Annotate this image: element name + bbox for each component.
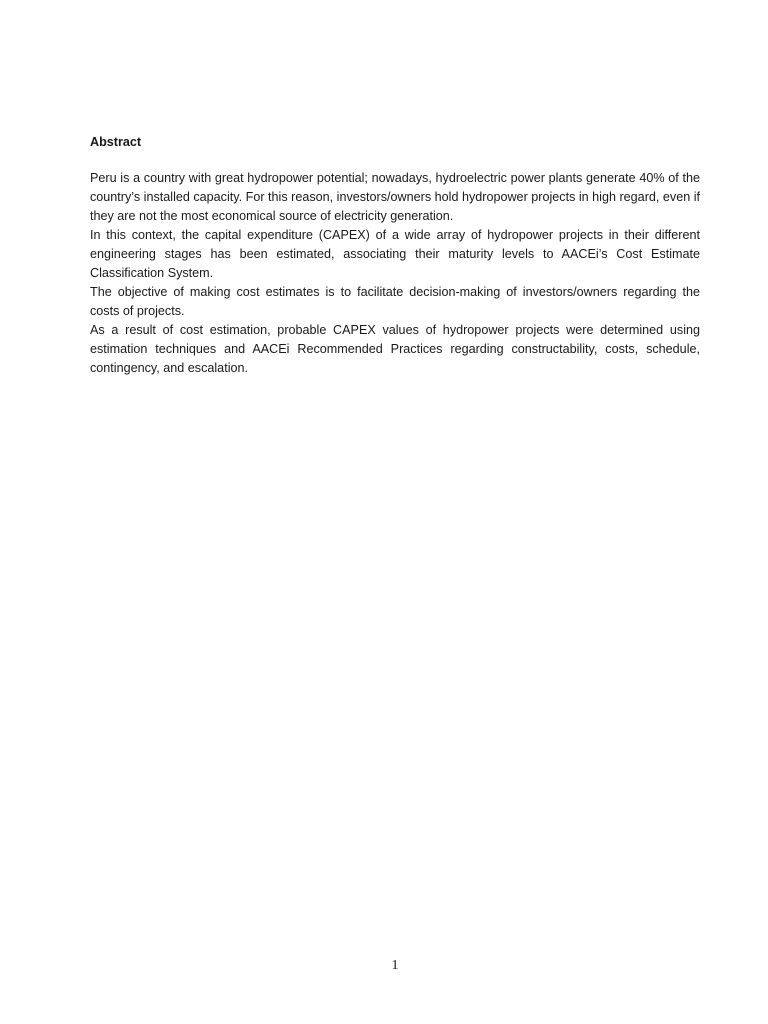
abstract-paragraph-4: As a result of cost estimation, probable CAPEX values of hydropower projects were determined using estimation techniques and AACEi Recommended Practices regarding constructability, costs, schedule, contingency, and escalation. bbox=[90, 323, 700, 375]
abstract-section bbox=[90, 133, 700, 378]
abstract-paragraph-2: In this context, the capital expenditure (CAPEX) of a wide array of hydropower projects in their different engineering stages has been estimated, associating their maturity levels to AACEi’s Cost Estimate Classification System. bbox=[90, 228, 700, 280]
abstract-paragraph-1: Peru is a country with great hydropower potential; nowadays, hydroelectric power plants generate 40% of the country’s installed capacity. For this reason, investors/owners hold hydropower projects in high regard, even if they are not the most economical source of electricity generation. bbox=[90, 171, 700, 223]
page-number: 1 bbox=[391, 958, 399, 973]
abstract-heading: Abstract bbox=[90, 135, 142, 149]
abstract-paragraph-3: The objective of making cost estimates is to facilitate decision-making of investors/owners regarding the costs of projects. bbox=[90, 285, 700, 318]
